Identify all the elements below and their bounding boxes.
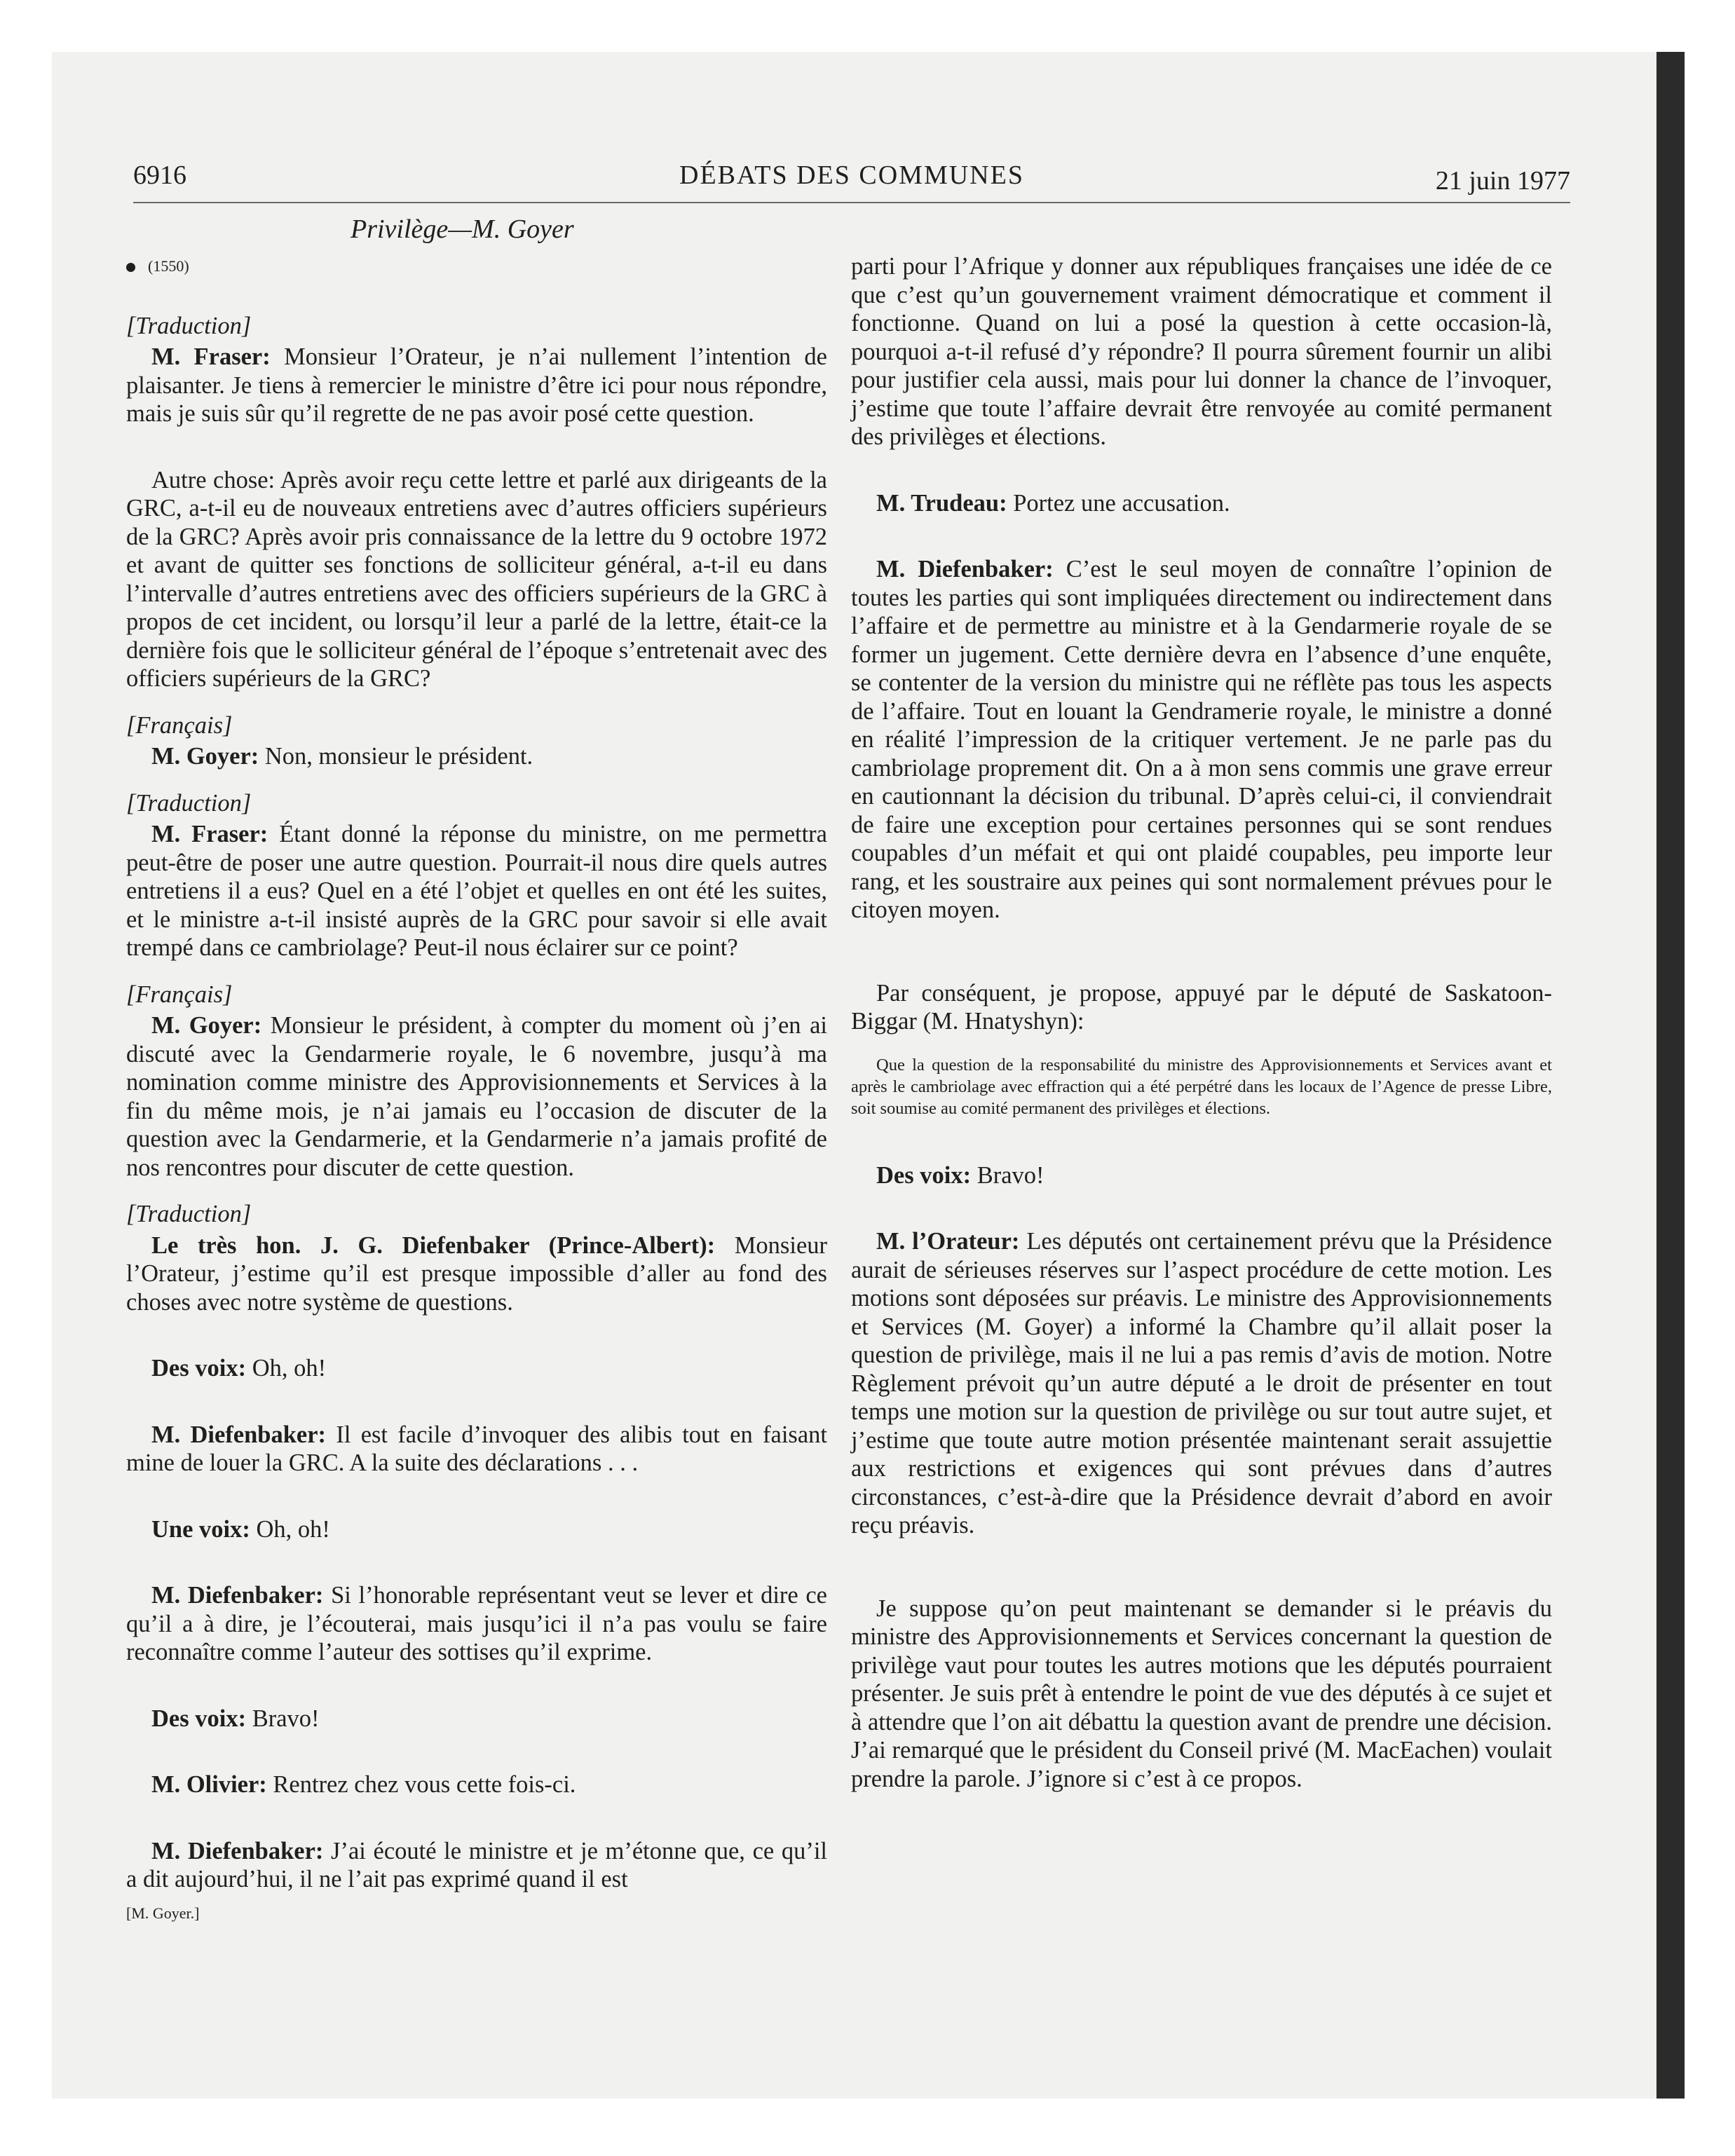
speaker-name: M. Trudeau: bbox=[876, 489, 1007, 517]
right-column bbox=[851, 252, 1552, 1811]
speech-paragraph: M. Fraser: Monsieur l’Orateur, je n’ai nullement l’intention de plaisanter. Je tiens à remercier le ministre d’être ici pour nous répondre, mais je suis sûr qu’il regrette de ne pas avoir posé cette question. bbox=[126, 343, 827, 427]
scan-edge-shadow bbox=[1656, 52, 1685, 2099]
speech-paragraph: M. Diefenbaker: Il est facile d’invoquer des alibis tout en faisant mine de louer la GRC. A la suite des déclarations . . . bbox=[126, 1421, 827, 1476]
speech-paragraph: Des voix: Oh, oh! bbox=[151, 1355, 327, 1381]
speaker-name: M. Goyer: bbox=[151, 743, 259, 770]
speech-paragraph: Par conséquent, je propose, appuyé par le député de Saskatoon-Biggar (M. Hnatyshyn): bbox=[851, 979, 1552, 1035]
publication-date: 21 juin 1977 bbox=[1435, 166, 1570, 196]
speech-paragraph: M. Fraser: Étant donné la réponse du ministre, on me permettra peut-être de poser une autre question. Pourrait-il nous dire quels autres entretiens il a eus? Quel en a été l’objet et quelles en ont été les suites, et le ministre a-t-il insisté auprès de la GRC pour savoir si elle avait trempé dans ce cambriolage? Peut-il nous éclairer sur ce point? bbox=[126, 821, 827, 961]
speech-paragraph: M. Diefenbaker: J’ai écouté le ministre et je m’étonne que, ce qu’il a dit aujourd’hui, il ne l’ait pas exprimé quand il est bbox=[126, 1837, 828, 1892]
speaker-name: Des voix: bbox=[151, 1355, 247, 1381]
speaker-name: Des voix: bbox=[876, 1161, 972, 1189]
language-tag: [Traduction] bbox=[126, 312, 252, 339]
time-marker: (1550) bbox=[126, 252, 827, 281]
speaker-name: M. Diefenbaker: bbox=[151, 1421, 327, 1448]
speaker-name: M. Fraser: bbox=[151, 343, 271, 370]
speech-paragraph: M. Goyer: Monsieur le président, à compter du moment où j’en ai discuté avec la Gendarmerie royale, le 6 novembre, jusqu’à ma nomination comme ministre des Approvisionnements et Services à la fin du même mois, je n’ai jamais eu l’occasion de discuter de la question avec la Gendarmerie, et la Gendarmerie n’a jamais profité de nos rencontres pour discuter de cette question. bbox=[126, 1012, 827, 1181]
speaker-name: M. Diefenbaker: bbox=[151, 1837, 324, 1864]
speaker-name: Une voix: bbox=[151, 1515, 250, 1543]
language-tag: [Traduction] bbox=[126, 1201, 252, 1227]
speech-paragraph: M. l’Orateur: Les députés ont certainement prévu que la Présidence aurait de sérieuses réserves sur l’aspect procédure de cette motion. Les motions sont déposées sur préavis. Le ministre des Approvisionnements et Services (M. Goyer) a informé la Chambre qu’il allait poser la question de privilège, mais il ne lui a pas remis d’avis de motion. Notre Règlement prévoit qu’un autre député a le droit de présenter en tout temps une motion sur la question de privilège ou sur tout autre sujet, et j’estime que toute autre motion présentée maintenant serait assujettie aux restrictions et exigences qui sont prévues dans d’autres circonstances, c’est-à-dire que la Présidence devrait d’abord en avoir reçu préavis. bbox=[851, 1228, 1552, 1538]
speaker-name: Le très hon. J. G. Diefenbaker (Prince-Albert): bbox=[151, 1231, 716, 1259]
speech-paragraph: M. Trudeau: Portez une accusation. bbox=[876, 489, 1230, 517]
speaker-name: M. Diefenbaker: bbox=[151, 1582, 324, 1609]
speech-paragraph: Le très hon. J. G. Diefenbaker (Prince-Albert): Monsieur l’Orateur, j’estime qu’il est presque impossible d’aller au fond des choses avec notre système de questions. bbox=[126, 1231, 827, 1316]
speaker-name: M. Fraser: bbox=[151, 821, 268, 847]
speech-paragraph: parti pour l’Afrique y donner aux républiques françaises une idée de ce que c’est qu’un gouvernement vraiment démocratique et comment il fonctionne. Quand on lui a posé la question à cette occasion-là, pourquoi a-t-il refusé d’y répondre? Il pourra sûrement fournir un alibi pour justifier cela aussi, mais pour lui donner la chance de l’invoquer, j’estime que toute l’affaire devrait être renvoyée au comité permanent des privilèges et élections. bbox=[851, 253, 1552, 450]
speech-paragraph: M. Olivier: Rentrez chez vous cette fois-ci. bbox=[151, 1771, 576, 1798]
speaker-name: M. Diefenbaker: bbox=[876, 556, 1054, 582]
language-tag: [Français] bbox=[126, 981, 233, 1008]
left-column bbox=[126, 252, 827, 1946]
page-header bbox=[133, 160, 1570, 203]
speech-paragraph: Je suppose qu’on peut maintenant se demander si le préavis du ministre des Approvisionnements et Services concernant la question de privilège vaut pour toutes les autres motions que les députés pourraient présenter. Je suis prêt à entendre le point de vue des députés à ce sujet et à attendre que l’on ait débattu la question avant de prendre une décision. J’ai remarqué que le président du Conseil privé (M. MacEachen) voulait prendre la parole. J’ignore si c’est à ce propos. bbox=[851, 1595, 1552, 1792]
speech-paragraph: M. Diefenbaker: C’est le seul moyen de connaître l’opinion de toutes les parties qui sont impliquées directement ou indirectement dans l’affaire et de permettre au ministre et à la Gendarmerie royale de se former un jugement. Cette dernière devra en l’absence d’une enquête, se contenter de la version du ministre qui ne réflète pas tous les aspects de l’affaire. Tout en louant la Gendramerie royale, le ministre a donné en réalité l’impression de la critiquer vertement. Je ne parle pas du cambriolage proprement dit. On a à mon sens commis une grave erreur en cautionnant la décision du tribunal. D’après celui-ci, il conviendrait de faire une exception pour certaines personnes qui se sont rendues coupables d’un méfait et qui ont plaidé coupables, peu importe leur rang, et les soustraire aux peines qui sont normalement prévues pour le citoyen moyen. bbox=[851, 556, 1552, 923]
page-number: 6916 bbox=[133, 161, 186, 190]
page-footer-note: [M. Goyer.] bbox=[126, 1904, 200, 1922]
speech-paragraph: M. Diefenbaker: Si l’honorable représentant veut se lever et dire ce qu’il a à dire, je l’écouterai, mais jusqu’ici il n’a pas voulu se faire reconnaître comme l’auteur des sottises qu’il exprime. bbox=[126, 1582, 827, 1665]
language-tag: [Français] bbox=[126, 711, 233, 739]
motion-text: Que la question de la responsabilité du ministre des Approvisionnements et Services avant et après le cambriolage avec effraction qui a été perpétré dans les locaux de l’Agence de presse Libre, soit soumise au comité permanent des privilèges et élections. bbox=[851, 1055, 1552, 1118]
section-subheading: Privilège—M. Goyer bbox=[351, 214, 574, 244]
speaker-name: Des voix: bbox=[151, 1705, 247, 1732]
speech-paragraph: Des voix: Bravo! bbox=[876, 1161, 1045, 1189]
bullet-icon bbox=[126, 263, 135, 272]
speaker-name: M. l’Orateur: bbox=[876, 1228, 1020, 1255]
speech-paragraph: M. Goyer: Non, monsieur le président. bbox=[151, 743, 533, 770]
publication-title: DÉBATS DES COMMUNES bbox=[679, 161, 1024, 190]
speaker-name: M. Goyer: bbox=[151, 1012, 262, 1039]
speaker-name: M. Olivier: bbox=[151, 1771, 267, 1798]
speech-paragraph: Une voix: Oh, oh! bbox=[151, 1515, 330, 1543]
language-tag: [Traduction] bbox=[126, 789, 252, 817]
speech-paragraph: Des voix: Bravo! bbox=[151, 1705, 320, 1732]
speech-paragraph: Autre chose: Après avoir reçu cette lettre et parlé aux dirigeants de la GRC, a-t-il eu de nouveaux entretiens avec d’autres officiers supérieurs de la GRC? Après avoir pris connaissance de la lettre du 9 octobre 1972 et avant de quitter ses fonctions de solliciteur général, a-t-il eu dans l’intervalle d’autres entretiens avec des officiers supérieurs de la GRC à propos de cet incident, ou lorsqu’il leur a parlé de la lettre, était-ce la dernière fois que le solliciteur général de l’époque s’entretenait avec des officiers supérieurs de la GRC? bbox=[126, 466, 827, 692]
